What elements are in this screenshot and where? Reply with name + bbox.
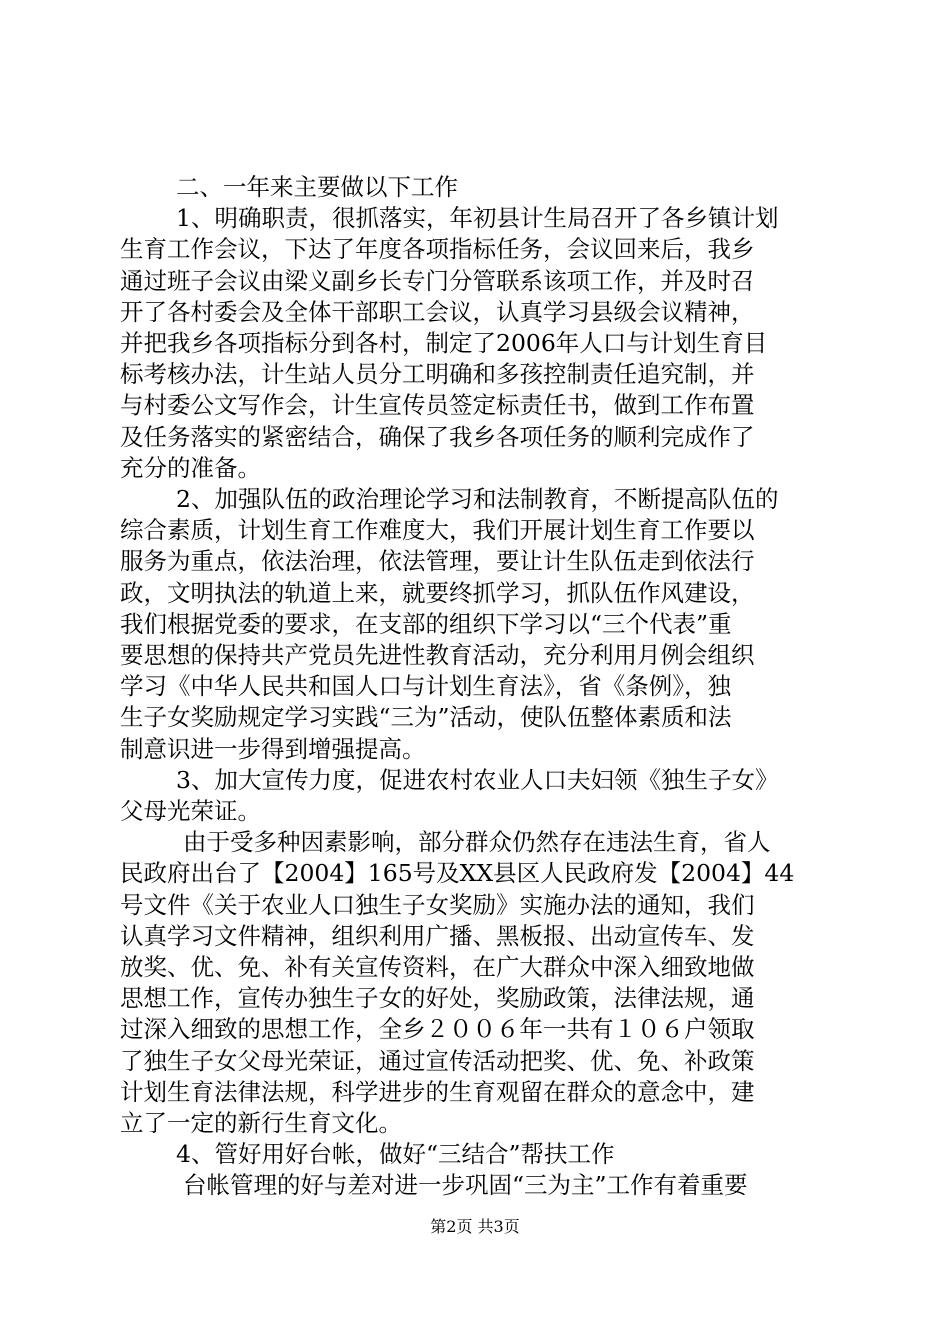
paragraph-line: 生子女奖励规定学习实践“三为”活动，使队伍整体素质和法 <box>120 703 732 732</box>
paragraph-line: 号文件《关于农业人口独生子女奖励》实施办法的通知，我们 <box>120 890 755 919</box>
paragraph-line: 制意识进一步得到增强提高。 <box>120 734 426 763</box>
paragraph-line: 及任务落实的紧密结合，确保了我乡各项任务的顺利完成作了 <box>120 422 755 451</box>
paragraph-line: 过深入细致的思想工作，全乡２００６年一共有１０６户领取 <box>120 1015 755 1044</box>
paragraph-line: 我们根据党委的要求，在支部的组织下学习以“三个代表”重 <box>120 609 732 638</box>
paragraph-line: 台帐管理的好与差对进一步巩固“三为主”工作有着重要 <box>183 1171 748 1200</box>
paragraph-line: 2、加强队伍的政治理论学习和法制教育，不断提高队伍的 <box>176 485 779 513</box>
paragraph-line: 开了各村委会及全体干部职工会议，认真学习县级会议精神， <box>120 297 755 326</box>
paragraph-line: 放奖、优、免、补有关宣传资料，在广大群众中深入细致地做 <box>120 953 755 981</box>
paragraph-line: 要思想的保持共产党员先进性教育活动，充分利用月例会组织 <box>120 641 755 669</box>
paragraph-line: 立了一定的新行生育文化。 <box>120 1109 402 1137</box>
paragraph-line: 3、加大宣传力度，促进农村农业人口夫妇领《独生子女》 <box>176 765 779 794</box>
paragraph-line: 计划生育法律法规，科学进步的生育观留在群众的意念中，建 <box>120 1077 755 1106</box>
paragraph-line: 服务为重点，依法治理，依法管理，要让计生队伍走到依法行 <box>120 547 755 576</box>
page-footer: 第2页 共3页 <box>430 1217 520 1236</box>
paragraph-line: 民政府出台了【2004】165号及XX县区人民政府发【2004】44 <box>120 859 795 888</box>
paragraph-line: 综合素质，计划生育工作难度大，我们开展计划生育工作要以 <box>120 516 755 545</box>
paragraph-line: 思想工作，宣传办独生子女的好处，奖励政策，法律法规，通 <box>120 984 755 1013</box>
paragraph-line: 政，文明执法的轨道上来，就要终抓学习，抓队伍作风建设， <box>120 578 755 607</box>
paragraph-line: 学习《中华人民共和国人口与计划生育法》，省《条例》，独 <box>120 672 731 701</box>
paragraph-line: 与村委公文写作会，计生宣传员签定标责任书，做到工作布置 <box>120 391 755 420</box>
paragraph-line: 标考核办法，计生站人员分工明确和多孩控制责任追究制，并 <box>120 360 755 389</box>
paragraph-line: 认真学习文件精神，组织利用广播、黑板报、出动宣传车、发 <box>120 921 755 950</box>
paragraph-line: 4、管好用好台帐，做好“三结合”帮扶工作 <box>176 1140 615 1169</box>
paragraph-line: 了独生子女父母光荣证，通过宣传活动把奖、优、免、补政策 <box>120 1046 755 1075</box>
paragraph-line: 由于受多种因素影响，部分群众仍然存在违法生育，省人 <box>183 828 771 857</box>
heading-line: 二、一年来主要做以下工作 <box>176 173 458 201</box>
paragraph-line: 通过班子会议由梁义副乡长专门分管联系该项工作，并及时召 <box>120 266 755 295</box>
paragraph-line: 1、明确职责，很抓落实，年初县计生局召开了各乡镇计划 <box>176 204 779 233</box>
paragraph-line: 父母光荣证。 <box>120 797 261 825</box>
paragraph-line: 生育工作会议，下达了年度各项指标任务，会议回来后，我乡 <box>120 235 755 264</box>
paragraph-line: 充分的准备。 <box>120 453 261 482</box>
paragraph-line: 并把我乡各项指标分到各村，制定了2006年人口与计划生育目 <box>120 329 768 357</box>
